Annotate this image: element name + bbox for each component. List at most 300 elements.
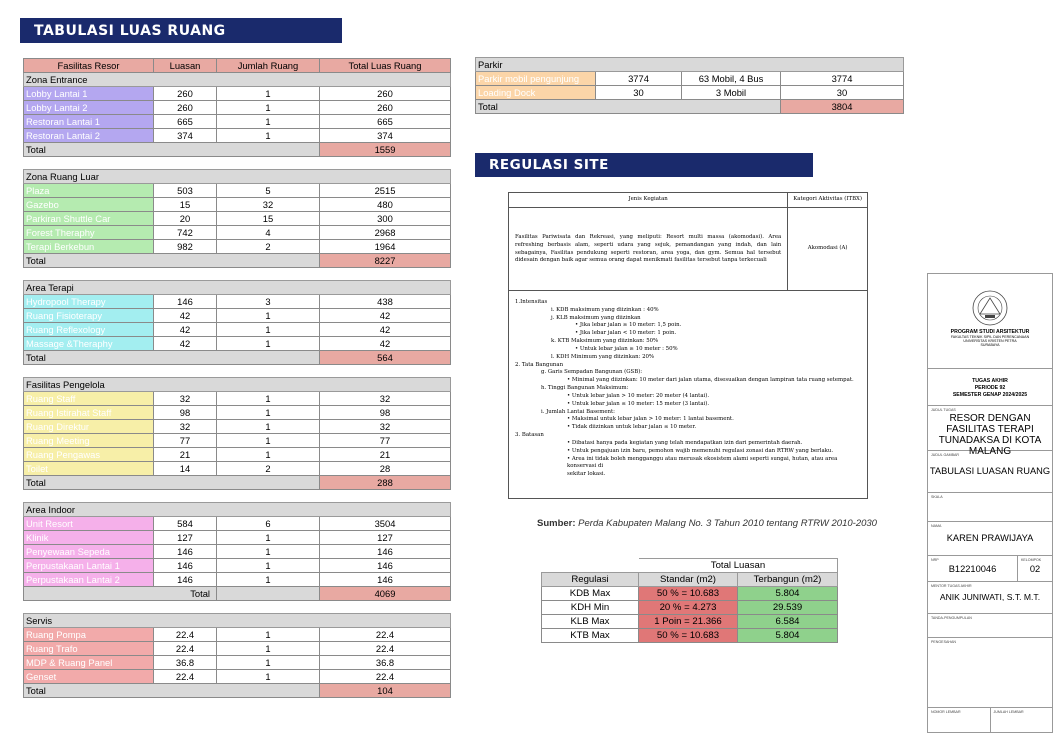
total-luas: 146: [320, 545, 451, 559]
jumlah-ruang: 6: [217, 517, 320, 531]
spacer-cell: [24, 601, 451, 614]
facility-name: Perpustakaan Lantai 1: [24, 559, 154, 573]
table-row: [24, 392, 451, 406]
jumlah-ruang: 5: [217, 184, 320, 198]
spacer-cell: [24, 365, 451, 378]
luasan: 127: [154, 531, 217, 545]
section-total-value: 4069: [320, 587, 451, 601]
total-luas: 21: [320, 448, 451, 462]
luasan: 36.8: [154, 656, 217, 670]
luasan: 742: [154, 226, 217, 240]
luasan: 665: [154, 115, 217, 129]
judul-gambar-block: [928, 451, 1052, 493]
regulation-line: • Dibatasi hanya pada kegiatan yang telah mendapatkan izin dari pemerintah daerah.: [567, 439, 803, 446]
table-row: [24, 115, 451, 129]
total-luas: 32: [320, 392, 451, 406]
regulation-line: j. KLB maksimum yang diizinkan: [551, 314, 641, 321]
parkir-total-value: 3804: [781, 100, 904, 114]
city-name: SURABAYA: [980, 343, 1000, 347]
regulation-line: g. Garis Sempadan Bangunan (GSB):: [541, 369, 643, 376]
terbangun-value: 6.584: [738, 615, 838, 629]
regulation-line: • Untuk lebar jalan ≥ 10 meter : 50%: [575, 345, 678, 352]
mentor-block: [928, 582, 1052, 614]
nama-block: [928, 522, 1052, 556]
source-note: [537, 518, 877, 529]
jumlah-lembar-label: JUMLAH LEMBAR: [993, 710, 1024, 714]
table-row: [24, 545, 451, 559]
total-luas: 1964: [320, 240, 451, 254]
total-luas: 146: [320, 559, 451, 573]
parkir-total-row: [476, 100, 904, 114]
period-label: PERIODE 92: [974, 385, 1006, 392]
luasan: 77: [154, 434, 217, 448]
total-luas: 42: [320, 323, 451, 337]
table-row: [24, 517, 451, 531]
table-row: [24, 420, 451, 434]
table-row: [24, 184, 451, 198]
total-label: Total: [24, 254, 320, 268]
regulation-line: • Jika lebar jalan < 10 meter: 1 poin.: [575, 330, 677, 337]
luasan: 260: [154, 87, 217, 101]
table-row: [24, 531, 451, 545]
terbangun-value: 5.804: [738, 587, 838, 601]
facility-name: MDP & Ruang Panel: [24, 656, 154, 670]
facility-name: Lobby Lantai 2: [24, 101, 154, 115]
luasan-header: Terbangun (m2): [738, 573, 838, 587]
table-row: [542, 615, 838, 629]
luasan-header-row: [542, 573, 838, 587]
judul-tugas-label: JUDUL TUGAS: [931, 408, 956, 412]
judul-gambar: TABULASI LUASAN RUANG: [929, 466, 1051, 476]
luasan-header: Standar (m2): [639, 573, 738, 587]
regulasi-name: KDH Min: [542, 601, 639, 615]
section-spacer: [24, 365, 451, 378]
section-header-row: [24, 73, 451, 87]
jumlah-ruang: 1: [217, 531, 320, 545]
regulation-line: 3. Batasan: [515, 432, 544, 439]
faculty-name: FAKULTAS TEKNIK SIPIL DAN PERENCANAAN: [950, 335, 1030, 339]
section-total-value: 564: [320, 351, 451, 365]
parkir-total: 3774: [781, 72, 904, 86]
standar-value: 50 % = 10.683: [639, 587, 738, 601]
total-luas: 438: [320, 295, 451, 309]
standar-value: 50 % = 10.683: [639, 629, 738, 643]
parkir-name: Parkir mobil pengunjung: [476, 72, 596, 86]
regulation-line: • Jika lebar jalan ≥ 10 meter: 1,5 poin.: [575, 322, 682, 329]
regulasi-name: KDB Max: [542, 587, 639, 601]
kelompok: 02: [1029, 564, 1041, 574]
luasan: 15: [154, 198, 217, 212]
section-total-value: 288: [320, 476, 451, 490]
luasan: 146: [154, 559, 217, 573]
total-luas: 480: [320, 198, 451, 212]
pengesahan-block: [928, 638, 1052, 708]
total-luas: 2515: [320, 184, 451, 198]
jumlah-ruang: 1: [217, 559, 320, 573]
luasan: 42: [154, 337, 217, 351]
total-luas: 127: [320, 531, 451, 545]
mentor: ANIK JUNIWATI, S.T. M.T.: [939, 592, 1041, 602]
section-spacer: [24, 601, 451, 614]
regulation-line: • Untuk lebar jalan ≤ 10 meter: 15 meter (3 lantai).: [567, 400, 710, 407]
tanda-label: TANDA-PENGUMPULAN: [931, 616, 972, 620]
facility-name: Gazebo: [24, 198, 154, 212]
luasan: 584: [154, 517, 217, 531]
section-total-row: [24, 143, 451, 157]
jumlah-ruang: 1: [217, 115, 320, 129]
jumlah-ruang: 1: [217, 129, 320, 143]
section-title: Fasilitas Pengelola: [24, 378, 451, 392]
luasan: 22.4: [154, 628, 217, 642]
table-row: [542, 587, 838, 601]
activity-category: Akomodasi (A): [807, 245, 848, 252]
facility-name: Toilet: [24, 462, 154, 476]
nrp-label: NRP: [931, 558, 939, 562]
jumlah-ruang: 1: [217, 101, 320, 115]
facility-name: Restoran Lantai 2: [24, 129, 154, 143]
regulasi-title: REGULASI SITE: [489, 157, 609, 173]
lembar-block: [928, 708, 1052, 732]
parkir-total-label: Total: [476, 100, 781, 114]
jumlah-ruang: 1: [217, 642, 320, 656]
table-row: [24, 87, 451, 101]
luasan: 982: [154, 240, 217, 254]
jumlah-lembar-cell: [991, 708, 1053, 732]
jumlah-ruang: 3: [217, 295, 320, 309]
table-row: [24, 309, 451, 323]
university-seal-icon: [968, 288, 1012, 328]
jumlah-ruang: 2: [217, 240, 320, 254]
regulation-line: h. Tinggi Bangunan Maksimum:: [541, 385, 629, 392]
jumlah-ruang: 1: [217, 309, 320, 323]
facility-name: Ruang Trafo: [24, 642, 154, 656]
regulation-line: i. KDB maksimum yang diizinkan : 40%: [551, 306, 659, 313]
terbangun-value: 5.804: [738, 629, 838, 643]
facility-name: Ruang Pompa: [24, 628, 154, 642]
section-total-row: [24, 587, 451, 601]
section-header-row: [24, 503, 451, 517]
table-row: [542, 629, 838, 643]
total-luas: 260: [320, 101, 451, 115]
regulation-line: k. KTB Maksimum yang diizinkan: 50%: [551, 338, 659, 345]
luasan: 146: [154, 295, 217, 309]
jumlah-ruang: 15: [217, 212, 320, 226]
table-row: [24, 240, 451, 254]
section-total-value: 104: [320, 684, 451, 698]
jumlah-ruang: 1: [217, 434, 320, 448]
total-luas: 374: [320, 129, 451, 143]
table-row: [24, 101, 451, 115]
table-row: [24, 406, 451, 420]
total-luas: 42: [320, 309, 451, 323]
total-luas: 2968: [320, 226, 451, 240]
nrp-cell: [928, 556, 1018, 581]
total-label: Total: [24, 351, 320, 365]
regulation-line: • Maksimal untuk lebar jalan > 10 meter: 1 lantai basement.: [567, 416, 734, 423]
parkir-table: [475, 57, 904, 114]
tanda-block: [928, 614, 1052, 638]
standar-value: 20 % = 4.273: [639, 601, 738, 615]
section-header-row: [24, 281, 451, 295]
facility-name: Penyewaan Sepeda: [24, 545, 154, 559]
nama-label: NAMA: [931, 524, 942, 528]
activity-description: Fasilitas Pariwisata dan Rekreasi, yang meliputi: Resort multi massa (akomodasi). Area refreshing berbasis alam, seperti udara yang sejuk, pemandangan yang indah, dan lain sebagainya, Fasilitas pendukung seperti restoran, area yoga, dan gym. Semua hal tersebut didesain dengan baik agar semua orang dapat menikmati fasilitas tersebut tanpa terkecuali: [509, 208, 788, 290]
regulation-line: • Area ini tidak boleh mengganggu atau merusak ekosistem alami seperti sungai, hutan, atau area konservasi di: [567, 455, 838, 470]
total-label: Total: [24, 684, 320, 698]
total-luas: 32: [320, 420, 451, 434]
table-row: [476, 86, 904, 100]
jumlah-ruang: 1: [217, 337, 320, 351]
column-header: Fasilitas Resor: [24, 59, 154, 73]
jumlah-ruang: 1: [217, 656, 320, 670]
col-kategori: Kategori Aktivitas (ITBX): [793, 196, 862, 203]
table-row: [24, 448, 451, 462]
parkir-jumlah: 3 Mobil: [682, 86, 781, 100]
spacer-cell: [24, 157, 451, 170]
university-name: UNIVERSITAS KRISTEN PETRA: [963, 339, 1017, 343]
nama: KAREN PRAWIJAYA: [946, 533, 1034, 543]
luasan: 14: [154, 462, 217, 476]
table-row: [24, 323, 451, 337]
section-total-row: [24, 351, 451, 365]
section-spacer: [24, 268, 451, 281]
nrp-block: [928, 556, 1052, 582]
luasan: 503: [154, 184, 217, 198]
tabulasi-banner: [20, 18, 342, 43]
table-row: [24, 573, 451, 587]
facility-name: Klinik: [24, 531, 154, 545]
skala-label: SKALA: [931, 495, 943, 499]
regulation-line: i. Jumlah Lantai Basement:: [541, 408, 615, 415]
regulation-line: • Minimal yang diizinkan: 10 meter dari jalan utama, disesuaikan dengan lampiran tata ruang setempat.: [567, 377, 854, 384]
jumlah-ruang: 1: [217, 545, 320, 559]
luasan-caption-row: [542, 559, 838, 573]
total-luas: 22.4: [320, 642, 451, 656]
section-title: Zona Ruang Luar: [24, 170, 451, 184]
section-title: Area Indoor: [24, 503, 451, 517]
facility-name: Ruang Reflexology: [24, 323, 154, 337]
jumlah-ruang: 1: [217, 392, 320, 406]
facility-name: Ruang Staff: [24, 392, 154, 406]
spacer-cell: [24, 490, 451, 503]
jumlah-ruang: 1: [217, 670, 320, 684]
facility-name: Forest Theraphy: [24, 226, 154, 240]
luasan-table: [541, 558, 838, 643]
jumlah-ruang: 1: [217, 628, 320, 642]
facility-name: Terapi Berkebun: [24, 240, 154, 254]
regulasi-body: [509, 291, 867, 487]
parkir-jumlah: 63 Mobil, 4 Bus: [682, 72, 781, 86]
facility-name: Perpustakaan Lantai 2: [24, 573, 154, 587]
judul-tugas: RESOR DENGAN FASILITAS TERAPI TUNADAKSA DI KOTA MALANG: [938, 413, 1042, 457]
section-header-row: [24, 170, 451, 184]
luasan: 22.4: [154, 670, 217, 684]
parkir-header-row: [476, 58, 904, 72]
table-row: [24, 642, 451, 656]
mentor-label: MENTOR TUGAS AKHIR: [931, 584, 972, 588]
regulasi-name: KLB Max: [542, 615, 639, 629]
title-block-header: [928, 274, 1052, 369]
total-luas: 300: [320, 212, 451, 226]
main-header-row: [24, 59, 451, 73]
table-row: [24, 129, 451, 143]
total-luas: 22.4: [320, 670, 451, 684]
total-luas: 98: [320, 406, 451, 420]
luasan: 32: [154, 420, 217, 434]
source-text: Perda Kabupaten Malang No. 3 Tahun 2010 tentang RTRW 2010-2030: [575, 518, 877, 529]
facility-name: Genset: [24, 670, 154, 684]
table-row: [24, 212, 451, 226]
standar-value: 1 Poin = 21.366: [639, 615, 738, 629]
section-title: Area Terapi: [24, 281, 451, 295]
task-label: TUGAS AKHIR: [972, 378, 1008, 384]
facility-name: Unit Resort: [24, 517, 154, 531]
title-block: [927, 273, 1053, 733]
column-header: Total Luas Ruang: [320, 59, 451, 73]
terbangun-value: 29.539: [738, 601, 838, 615]
regulasi-activity-row: [509, 208, 867, 291]
jumlah-ruang: 1: [217, 573, 320, 587]
total-label: Total: [24, 476, 320, 490]
luasan: 20: [154, 212, 217, 226]
table-row: [24, 337, 451, 351]
luasan: 42: [154, 309, 217, 323]
column-header: Jumlah Ruang: [217, 59, 320, 73]
semester-label: SEMESTER GENAP 2024/2025: [952, 392, 1028, 399]
jumlah-ruang: 32: [217, 198, 320, 212]
source-label: Sumber:: [537, 518, 576, 529]
facility-name: Plaza: [24, 184, 154, 198]
table-row: [476, 72, 904, 86]
regulation-line: • Untuk lebar jalan > 10 meter: 20 meter (4 lantai).: [567, 392, 710, 399]
table-row: [24, 462, 451, 476]
parkir-name: Loading Dock: [476, 86, 596, 100]
table-row: [24, 198, 451, 212]
luasan: 146: [154, 545, 217, 559]
facility-name: Restoran Lantai 1: [24, 115, 154, 129]
table-row: [24, 434, 451, 448]
section-spacer: [24, 157, 451, 170]
jumlah-ruang: 1: [217, 448, 320, 462]
section-spacer: [24, 490, 451, 503]
table-row: [24, 670, 451, 684]
regulation-line: sekitar lokasi.: [567, 471, 606, 478]
section-total-value: 1559: [320, 143, 451, 157]
main-table: [23, 58, 451, 698]
facility-name: Ruang Fisioterapy: [24, 309, 154, 323]
regulasi-header-row: [509, 193, 867, 208]
section-header-row: [24, 378, 451, 392]
total-luas: 260: [320, 87, 451, 101]
regulasi-name: KTB Max: [542, 629, 639, 643]
luasan: 22.4: [154, 642, 217, 656]
facility-name: Ruang Meeting: [24, 434, 154, 448]
section-title: Servis: [24, 614, 451, 628]
jumlah-ruang: 1: [217, 406, 320, 420]
section-total-value: 8227: [320, 254, 451, 268]
regulation-line: 2. Tata Bangunan: [515, 361, 564, 368]
facility-name: Lobby Lantai 1: [24, 87, 154, 101]
facility-name: Parkiran Shuttle Car: [24, 212, 154, 226]
jumlah-ruang: 1: [217, 323, 320, 337]
table-row: [24, 656, 451, 670]
luasan: 260: [154, 101, 217, 115]
parkir-luasan: 3774: [596, 72, 682, 86]
total-luas: 146: [320, 573, 451, 587]
section-total-row: [24, 684, 451, 698]
total-label: Total: [24, 143, 320, 157]
table-row: [24, 559, 451, 573]
table-row: [542, 601, 838, 615]
total-luas: 42: [320, 337, 451, 351]
section-total-row: [24, 254, 451, 268]
pengesahan-label: PENGESAHAN: [931, 640, 956, 644]
table-row: [24, 628, 451, 642]
table-row: [24, 226, 451, 240]
regulation-line: • Tidak diizinkan untuk lebar jalan ≤ 10 meter.: [567, 424, 697, 431]
total-luas: 665: [320, 115, 451, 129]
jumlah-ruang: 4: [217, 226, 320, 240]
judul-gambar-label: JUDUL GAMBAR: [931, 453, 960, 457]
regulation-line: • Untuk pengajuan izin baru, pemohon wajib memenuhi regulasi zonasi dan RTRW yang berlaku.: [567, 447, 834, 454]
section-header-row: [24, 614, 451, 628]
regulasi-banner: [475, 153, 813, 177]
jumlah-ruang: 1: [217, 87, 320, 101]
tabulasi-title: TABULASI LUAS RUANG: [34, 22, 226, 39]
nrp: B12210046: [948, 564, 997, 574]
total-spacer: [217, 587, 320, 601]
luasan-header: Regulasi: [542, 573, 639, 587]
regulation-line: 1.Intensitas: [515, 299, 548, 305]
facility-name: Ruang Pengawas: [24, 448, 154, 462]
total-luas: 28: [320, 462, 451, 476]
table-row: [24, 295, 451, 309]
section-total-row: [24, 476, 451, 490]
parkir-title: Parkir: [476, 58, 904, 72]
luasan: 21: [154, 448, 217, 462]
total-luas: 36.8: [320, 656, 451, 670]
facility-name: Ruang Direktur: [24, 420, 154, 434]
kelompok-cell: [1018, 556, 1052, 581]
col-kegiatan: Jenis Kegiatan: [509, 193, 788, 207]
column-header: Luasan: [154, 59, 217, 73]
parkir-luasan: 30: [596, 86, 682, 100]
skala-block: [928, 493, 1052, 522]
kelompok-label: KELOMPOK: [1021, 558, 1042, 562]
facility-name: Ruang Istirahat Staff: [24, 406, 154, 420]
nomor-lembar-cell: [928, 708, 991, 732]
nomor-lembar-label: NOMOR LEMBAR: [931, 710, 961, 714]
luasan: 374: [154, 129, 217, 143]
facility-name: Massage &Theraphy: [24, 337, 154, 351]
program-name: PROGRAM STUDI ARSITEKTUR: [950, 329, 1030, 335]
section-title: Zona Entrance: [24, 73, 451, 87]
luasan: 146: [154, 573, 217, 587]
luasan-caption: Total Luasan: [639, 559, 838, 573]
luasan: 32: [154, 392, 217, 406]
total-luas: 22.4: [320, 628, 451, 642]
regulation-line: l. KDH Minimum yang diizinkan: 20%: [551, 353, 655, 360]
facility-name: Hydropool Therapy: [24, 295, 154, 309]
parkir-total: 30: [781, 86, 904, 100]
spacer-cell: [24, 268, 451, 281]
luasan: 98: [154, 406, 217, 420]
jumlah-ruang: 2: [217, 462, 320, 476]
total-label: Total: [24, 587, 217, 601]
regulasi-document: [508, 192, 868, 499]
task-info: [928, 369, 1052, 406]
jumlah-ruang: 1: [217, 420, 320, 434]
